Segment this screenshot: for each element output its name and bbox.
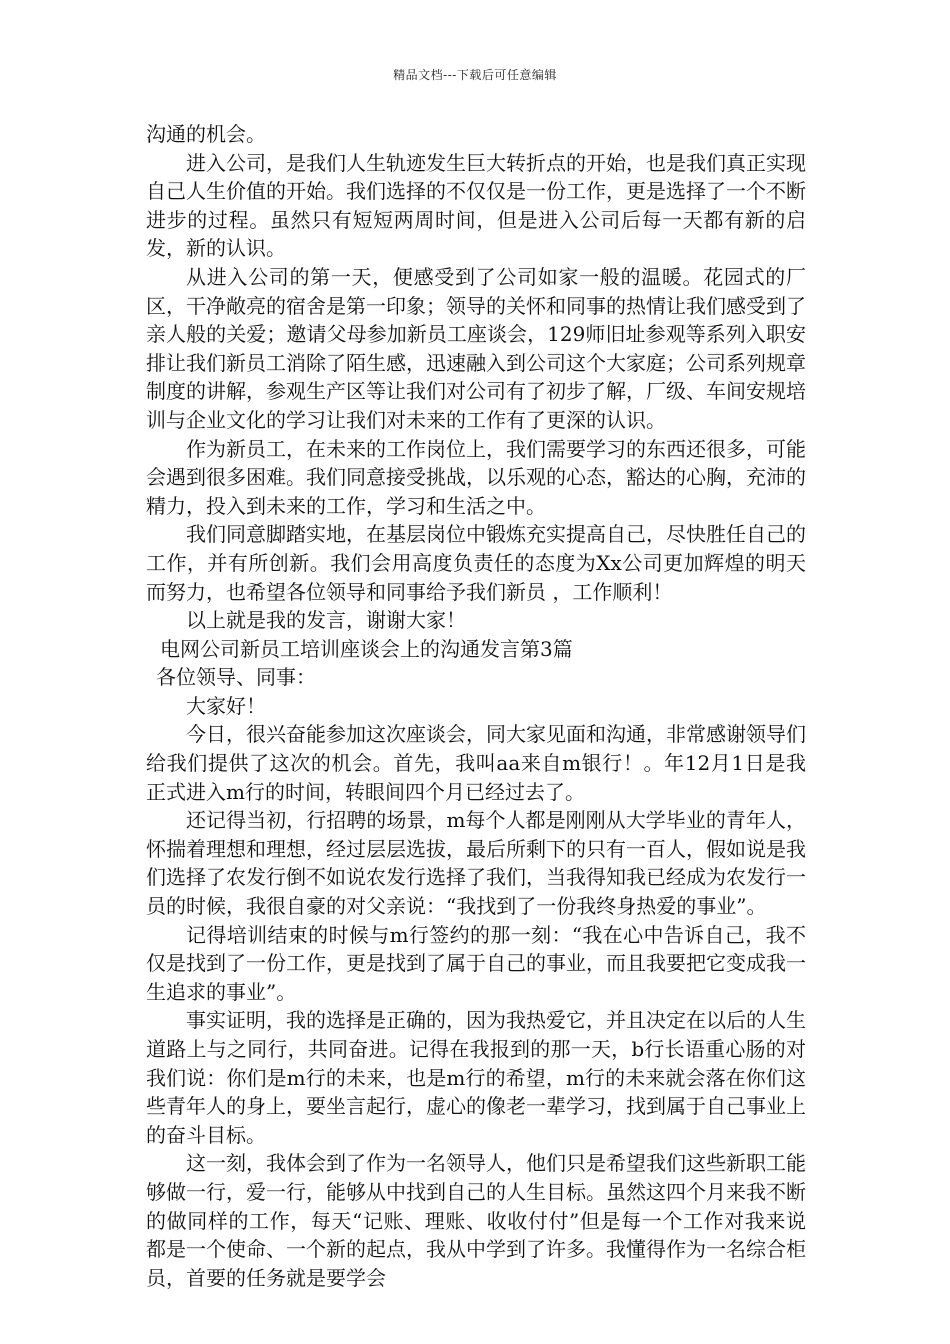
paragraph: 我们同意脚踏实地，在基层岗位中锻炼充实提高自己，尽快胜任自己的工作，并有所创新。我们会用高度负责任的态度为Xx公司更加辉煌的明天而努力，也希望各位领导和同事给予我们新员 ，工作顺利！ [146,522,806,604]
document-body [146,120,806,1292]
paragraph: 以上就是我的发言，谢谢大家！ [186,608,466,633]
page-header: 精品文档---下载后可任意编辑 [393,68,557,82]
paragraph: 沟通的机会。 [146,122,266,146]
paragraph: 进入公司，是我们人生轨迹发生巨大转折点的开始，也是我们真正实现自己人生价值的开始。我们选择的不仅仅是一份工作，更是选择了一个不断进步的过程。虽然只有短短两周时间，但是进入公司后每一天都有新的启发，新的认识。 [146,150,806,261]
paragraph: 还记得当初，行招聘的场景，m每个人都是刚刚从大学毕业的青年人，怀揣着理想和理想，经过层层选拔，最后所剩下的只有一百人，假如说是我们选择了农发行倒不如说农发行选择了我们，当我得知我已经成为农发行一员的时候，我很自豪的对父亲说：“我找到了一份我终身热爱的事业”。 [146,808,806,919]
section-title: 电网公司新员工培训座谈会上的沟通发言第3篇 [160,636,573,661]
paragraph: 从进入公司的第一天，便感受到了公司如家一般的温暖。花园式的厂区，干净敞亮的宿舍是第一印象；领导的关怀和同事的热情让我们感受到了亲人般的关爱；邀请父母参加新员工座谈会，129师旧址参观等系列入职安排让我们新员工消除了陌生感，迅速融入到公司这个大家庭；公司系列规章制度的讲解，参观生产区等让我们对公司有了初步了解，厂级、车间安规培训与企业文化的学习让我们对未来的工作有了更深的认识。 [146,264,806,432]
paragraph: 事实证明，我的选择是正确的，因为我热爱它，并且决定在以后的人生道路上与之同行，共同奋进。记得在我报到的那一天，b行长语重心肠的对我们说：你们是m行的未来，也是m行的希望，m行的未来就会落在你们这些青年人的身上，要坐言起行，虚心的像老一辈学习，找到属于自己事业上的奋斗目标。 [146,1008,806,1147]
paragraph: 今日，很兴奋能参加这次座谈会，同大家见面和沟通，非常感谢领导们给我们提供了这次的机会。首先，我叫aa来自m银行！。年12月1日是我正式进入m行的时间，转眼间四个月已经过去了。 [146,722,806,804]
greeting: 大家好！ [186,693,266,718]
salutation: 各位领导、同事： [156,665,316,690]
paragraph: 作为新员工，在未来的工作岗位上，我们需要学习的东西还很多，可能会遇到很多困难。我们同意接受挑战，以乐观的心态，豁达的心胸，充沛的精力，投入到未来的工作，学习和生活之中。 [146,436,806,518]
paragraph: 这一刻，我体会到了作为一名领导人，他们只是希望我们这些新职工能够做一行，爱一行，能够从中找到自己的人生目标。虽然这四个月来我不断的做同样的工作，每天“记账、理账、收收付付”但是每一个工作对我来说都是一个使命、一个新的起点，我从中学到了许多。我懂得作为一名综合柜员，首要的任务就是要学会 [146,1151,806,1290]
paragraph: 记得培训结束的时候与m行签约的那一刻：“我在心中告诉自己，我不仅是找到了一份工作，更是找到了属于自己的事业，而且我要把它变成我一生追求的事业”。 [146,922,806,1004]
